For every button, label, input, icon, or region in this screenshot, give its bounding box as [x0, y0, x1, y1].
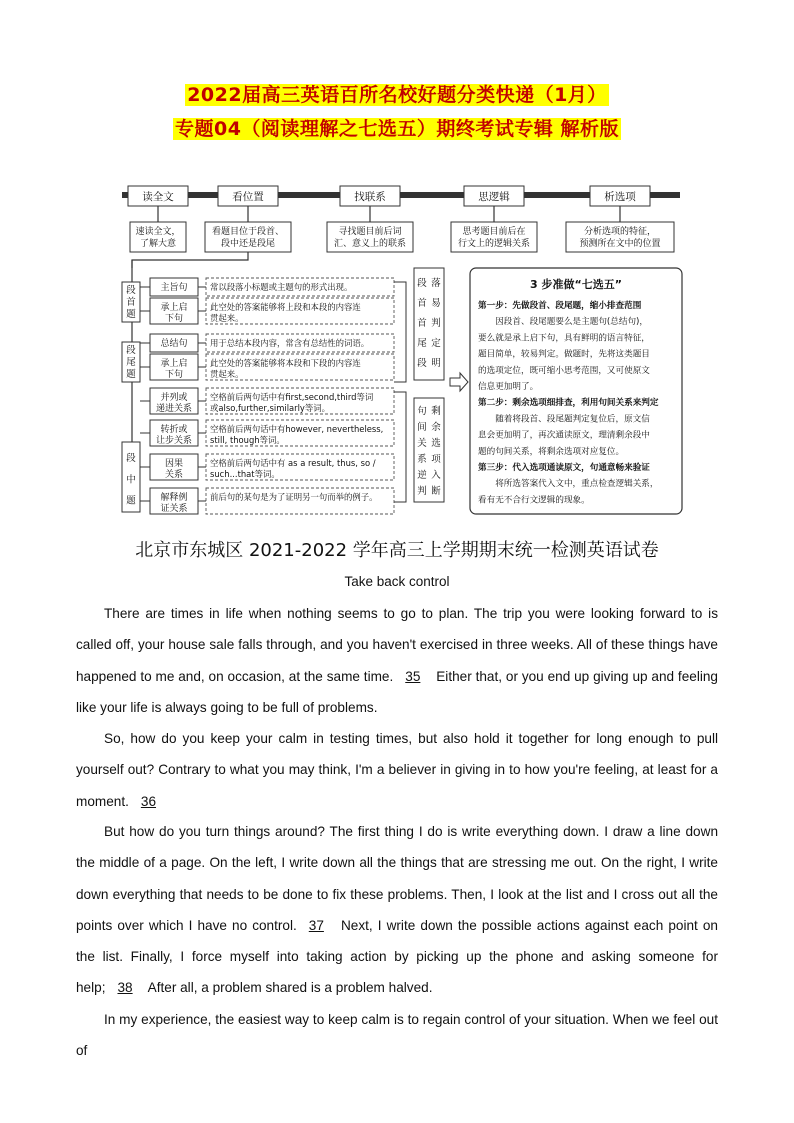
side-box-1-char: 明 [431, 358, 441, 369]
guide-line: 第二步：剩余选项细排查，利用句间关系来判定 [478, 398, 659, 409]
step-desc-text: 预测所在文中的位置 [579, 239, 661, 249]
step-desc-text: 分析选项的特征， [583, 227, 657, 237]
guide-line: 第一步：先做段首、段尾题，缩小排查范围 [478, 301, 642, 311]
position-label-char: 题 [126, 495, 136, 507]
row-label-text: 下句 [164, 314, 184, 324]
step-label: 看位置 [232, 191, 264, 203]
side-box-2-char: 逆 [417, 470, 427, 481]
arrow-to-guide-icon [450, 373, 468, 391]
paragraph-3: But how do you turn things around? The first thing I do is write everything down. I draw a line down the middle of a page. On the left, I write down all the things that are stressing me out. On the right, I write down everything that needs to be done to fix these problems. Then, I look at the list and I cross out all the points over which I have no control. 37 Next, I write down the possible actions against each point on the list. Finally, I force myself into taking action by picking up the phone and asking someone for help; 38 After all, a problem shared is a problem halved. [76, 824, 718, 996]
side-box-1-char: 落 [431, 278, 441, 289]
row-desc-text: 常以段落小标题或主题句的形式出现。 [210, 282, 353, 292]
side-box-1-char: 段 [417, 278, 427, 289]
step-desc-text: 段中还是段尾 [220, 239, 276, 249]
paragraph-2: So, how do you keep your calm in testing times, but also hold it together for long enough to pull yourself out? Contrary to what you may think, I'm a believer in giving in to how you're feeling, at least for a moment. 36 [76, 731, 718, 809]
side-box-2-char: 项 [431, 454, 441, 465]
guide-line: 题目简单，较易判定。做题时，先将这类题目 [478, 349, 650, 360]
side-box-2-char: 断 [431, 486, 441, 497]
step-label: 析选项 [604, 191, 636, 203]
row-label-text: 承上启 [160, 303, 188, 313]
step-desc-text: 行文上的逻辑关系 [457, 239, 531, 249]
row-label-text: 并列或 [160, 393, 188, 403]
strategy-diagram [110, 182, 690, 522]
paragraph-1: There are times in life when nothing seems to go to plan. The trip you were looking forward to is called off, your house sale falls through, and you haven't exercised in three weeks. All of these things have happened to me and, on occasion, at the same time. 35 Either that, or you end up giving up and feeling like your life is always going to be full of problems. [76, 606, 718, 715]
guide-line: 随着将段首、段尾题判定复位后，原文信 [478, 414, 650, 425]
blank-36[interactable]: 36 [140, 793, 157, 809]
position-label-char: 题 [126, 369, 136, 381]
side-box-2-char: 句 [417, 406, 427, 417]
row-label-text: 因果 [164, 459, 184, 469]
side-box-1-char: 尾 [417, 338, 427, 349]
guide-line: 的选项定位，既可缩小思考范围，又可使原文 [478, 365, 650, 376]
document-title-line2: 专题04（阅读理解之七选五）期终考试专辑 解析版 [174, 118, 620, 140]
row-desc-text: 空格前后两句话中有however, nevertheless, [210, 424, 384, 434]
exam-title: 北京市东城区 2021-2022 学年高三上学期期末统一检测英语试卷 [135, 540, 659, 561]
bracket-2 [394, 392, 406, 502]
side-box-1-char: 段 [417, 358, 427, 369]
row-label-text: 转折或 [160, 425, 188, 435]
guide-line: 因段首、段尾题要么是主题句(总结句)， [478, 317, 648, 328]
side-box-1-char: 判 [431, 318, 441, 329]
guide-line: 看有无不合行文逻辑的现象。 [478, 495, 590, 506]
side-box-1-char: 易 [431, 298, 441, 309]
side-box-1-char: 首 [417, 298, 427, 309]
passage-title: Take back control [344, 574, 450, 589]
step-label: 思逻辑 [478, 191, 510, 203]
position-label-char: 首 [126, 297, 136, 309]
side-box-1-char: 首 [417, 318, 427, 329]
position-label-char: 段 [126, 453, 136, 465]
row-label-text: 总结句 [160, 339, 188, 349]
position-label-char: 尾 [126, 357, 136, 369]
row-desc-text: 或also,further,similarly等词。 [210, 403, 331, 413]
row-label-text: 让步关系 [155, 436, 193, 446]
row-desc-text: 用于总结本段内容，常含有总结性的词语。 [210, 338, 370, 348]
step-desc-text: 速读全文， [135, 227, 181, 237]
side-box-2-char: 剩 [431, 406, 441, 417]
guide-line: 信息更加明了。 [478, 382, 539, 392]
row-desc-text: 空格前后两句话中有 as a result, thus, so / [210, 458, 376, 468]
row-desc-text: still, though等词。 [210, 435, 285, 445]
side-box-2-char: 间 [417, 422, 427, 433]
row-desc-text: 贯起来。 [210, 369, 244, 379]
blank-35[interactable]: 35 [405, 668, 421, 684]
side-box-1-char: 定 [431, 338, 441, 349]
row-desc-text: 贯起来。 [210, 313, 244, 323]
step-label: 读全文 [142, 191, 174, 203]
side-box-2-char: 入 [431, 470, 441, 481]
position-label-char: 中 [126, 474, 136, 486]
position-label-char: 段 [126, 344, 136, 356]
row-label-text: 证关系 [160, 504, 188, 514]
row-desc-text: such...that等词。 [210, 469, 280, 479]
blank-38[interactable]: 38 [117, 980, 133, 996]
step-desc-text: 思考题目前后在 [462, 227, 526, 237]
guide-line: 第三步：代入选项通读原文，句通意畅来验证 [478, 463, 650, 473]
paragraph-4: In my experience, the easiest way to keep calm is to regain control of your situation. When we feel out of [76, 1012, 718, 1059]
row-desc-text: 前后句的某句是为了证明另一句而举的例子。 [210, 492, 378, 502]
bracket-1 [394, 282, 406, 382]
step-label: 找联系 [354, 191, 386, 203]
step-desc-text: 汇、意义上的联系 [333, 239, 407, 249]
row-label-text: 主旨句 [160, 283, 188, 293]
row-desc-text: 此空处的答案能够将上段和本段的内容连 [210, 302, 361, 312]
guide-line: 息会更加明了，再次通读原文，理清剩余段中 [478, 430, 650, 441]
guide-line: 题的句间关系，将剩余选项对应复位。 [478, 446, 625, 457]
side-box-2-char: 关 [417, 438, 427, 449]
row-desc-text: 此空处的答案能够将本段和下段的内容连 [210, 358, 361, 368]
row-label-text: 关系 [164, 470, 184, 480]
position-label-char: 段 [126, 284, 136, 296]
side-box-2-char: 选 [431, 438, 441, 449]
guide-line: 要么就是承上启下句，具有鲜明的语言特征， [478, 333, 650, 344]
side-box-2-char: 余 [431, 422, 441, 433]
step-desc-text: 寻找题目前后词 [338, 227, 402, 237]
position-label-char: 题 [126, 309, 136, 321]
row-label-text: 递进关系 [155, 404, 193, 414]
guide-line: 将所选答案代入文中，重点检查逻辑关系， [478, 479, 659, 490]
document-title-line1: 2022届高三英语百所名校好题分类快递（1月） [187, 84, 607, 106]
blank-37[interactable]: 37 [308, 917, 324, 933]
row-label-text: 承上启 [160, 359, 188, 369]
step-desc-text: 看题目位于段首、 [211, 227, 285, 237]
side-box-2-char: 判 [417, 486, 427, 497]
row-label-text: 解释例 [160, 493, 188, 503]
row-desc-text: 空格前后两句话中有first,second,third等词 [210, 392, 374, 402]
step-desc-text: 了解大意 [139, 239, 177, 249]
row-label-text: 下句 [164, 370, 184, 380]
side-box-2-char: 系 [417, 454, 427, 465]
guide-title: 3 步准做“七选五” [530, 278, 622, 291]
